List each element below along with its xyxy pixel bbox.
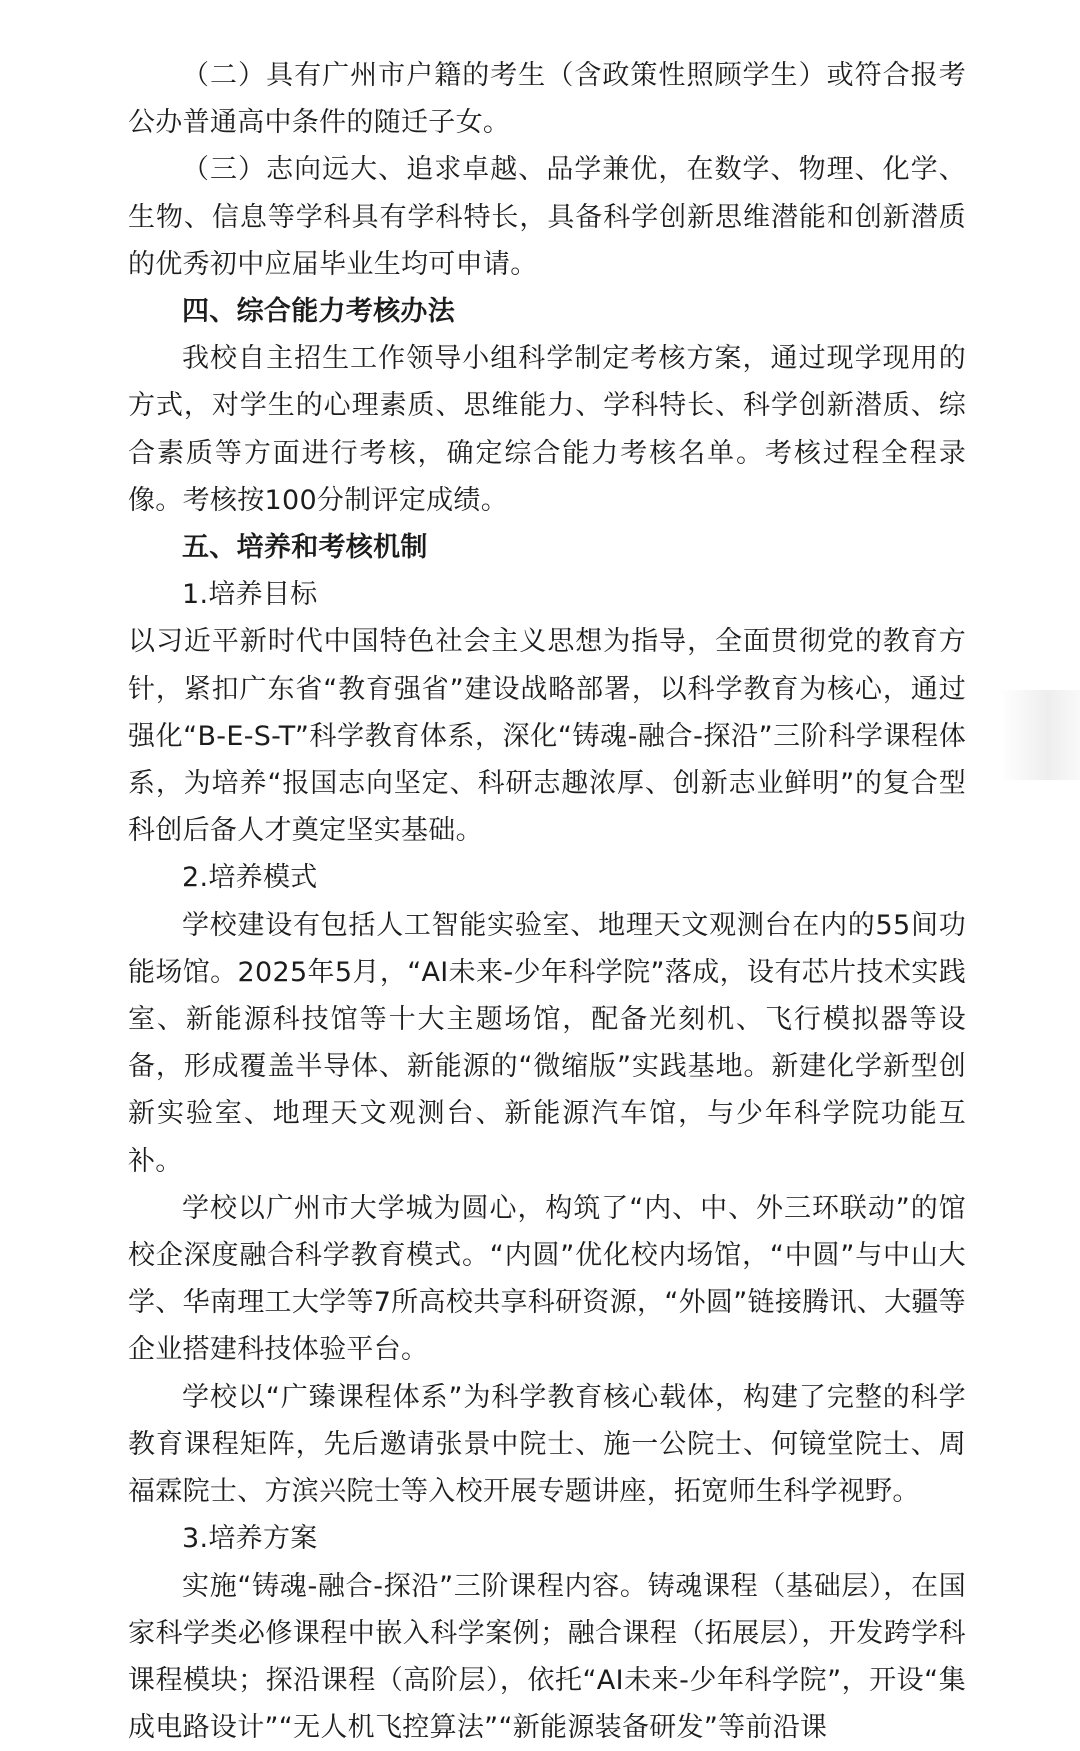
paragraph-facilities: 学校建设有包括人工智能实验室、地理天文观测台在内的55间功能场馆。2025年5月，“AI未来-少年科学院”落成，设有芯片技术实践室、新能源科技馆等十大主题场馆，配备光刻机、飞行模拟器等设备，形成覆盖半导体、新能源的“微缩版”实践基地。新建化学新型创新实验室、地理天文观测台、新能源汽车馆，与少年科学院功能互补。 xyxy=(128,902,966,1185)
paragraph-curriculum: 学校以“广臻课程体系”为科学教育核心载体，构建了完整的科学教育课程矩阵，先后邀请张景中院士、施一公院士、何镜堂院士、周福霖院士、方滨兴院士等入校开展专题讲座，拓宽师生科学视野。 xyxy=(128,1374,966,1516)
paragraph-training-plan: 实施“铸魂-融合-探沿”三阶课程内容。铸魂课程（基础层），在国家科学类必修课程中嵌入科学案例；融合课程（拓展层），开发跨学科课程模块；探沿课程（高阶层），依托“AI未来-少年科学院”，开设“集成电路设计”“无人机飞控算法”“新能源装备研发”等前沿课 xyxy=(128,1563,966,1751)
paragraph-assessment-method: 我校自主招生工作领导小组科学制定考核方案，通过现学现用的方式，对学生的心理素质、思维能力、学科特长、科学创新潜质、综合素质等方面进行考核，确定综合能力考核名单。考核过程全程录像。考核按100分制评定成绩。 xyxy=(128,335,966,524)
subheading-training-goal: 1.培养目标 xyxy=(128,571,966,618)
paragraph-eligibility-2: （二）具有广州市户籍的考生（含政策性照顾学生）或符合报考公办普通高中条件的随迁子女。 xyxy=(128,52,966,146)
section-heading-5: 五、培养和考核机制 xyxy=(128,524,966,571)
paragraph-training-goal: 以习近平新时代中国特色社会主义思想为指导，全面贯彻党的教育方针，紧扣广东省“教育强省”建设战略部署，以科学教育为核心，通过强化“B-E-S-T”科学教育体系，深化“铸魂-融合-探沿”三阶科学课程体系，为培养“报国志向坚定、科研志趣浓厚、创新志业鲜明”的复合型科创后备人才奠定坚实基础。 xyxy=(128,618,966,854)
scan-smudge xyxy=(1000,690,1080,780)
paragraph-eligibility-3: （三）志向远大、追求卓越、品学兼优，在数学、物理、化学、生物、信息等学科具有学科特长，具备科学创新思维潜能和创新潜质的优秀初中应届毕业生均可申请。 xyxy=(128,146,966,288)
subheading-training-plan: 3.培养方案 xyxy=(128,1515,966,1562)
document-body xyxy=(128,52,966,1751)
section-heading-4: 四、综合能力考核办法 xyxy=(128,288,966,335)
paragraph-three-rings: 学校以广州市大学城为圆心，构筑了“内、中、外三环联动”的馆校企深度融合科学教育模式。“内圆”优化校内场馆，“中圆”与中山大学、华南理工大学等7所高校共享科研资源，“外圆”链接腾讯、大疆等企业搭建科技体验平台。 xyxy=(128,1185,966,1374)
subheading-training-mode: 2.培养模式 xyxy=(128,854,966,901)
